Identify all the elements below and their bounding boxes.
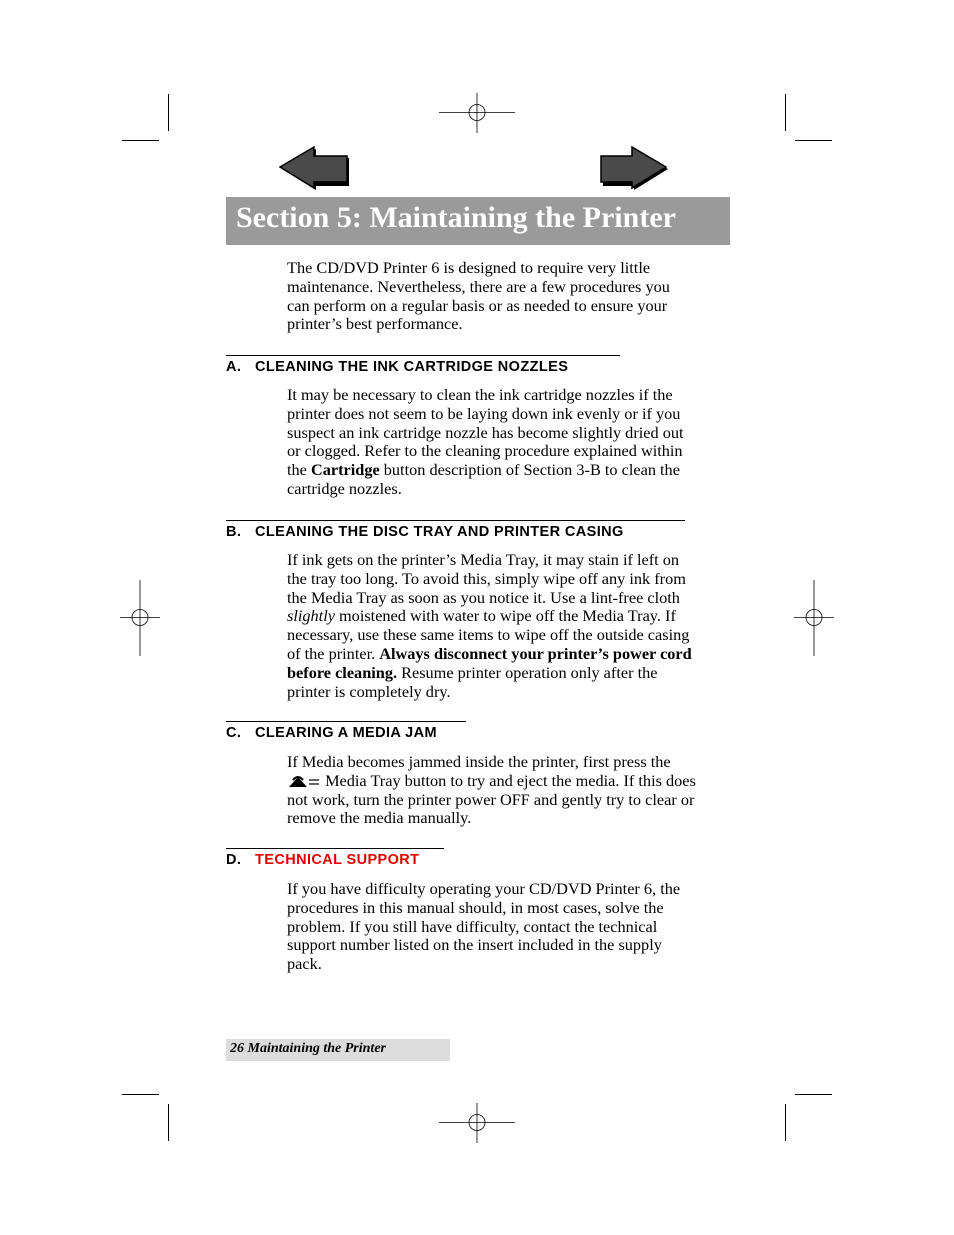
text-line: support number listed on the insert included in the supply [287, 935, 662, 955]
text-span: moistened with water to wipe off the Media Tray. If [334, 606, 676, 626]
section-b-heading [226, 520, 685, 540]
section-a-heading [226, 355, 620, 375]
text-line [287, 461, 732, 480]
crop-mark [168, 1104, 169, 1141]
crop-mark [168, 94, 169, 131]
section-heading-text: CLEANING THE INK CARTRIDGE NOZZLES [255, 359, 569, 375]
text-line: If you have difficulty operating your CD/DVD Printer 6, the [287, 879, 681, 898]
text-line: If Media becomes jammed inside the printer, first press the [287, 752, 671, 771]
section-letter: C. [226, 725, 242, 741]
intro-paragraph [287, 259, 732, 334]
text-span: Media Tray button to try and eject the media. If this does [321, 770, 696, 790]
section-d-paragraph [287, 880, 732, 974]
registration-mark-icon [437, 1103, 517, 1143]
text-span: slightly [287, 606, 335, 626]
text-line [287, 664, 732, 683]
section-b-paragraph [287, 551, 732, 701]
crop-mark [785, 94, 786, 131]
text-line: suspect an ink cartridge nozzle has become slightly dried out [287, 422, 684, 442]
section-title-bar [226, 197, 730, 245]
crop-mark [795, 140, 832, 141]
page-title: Section 5: Maintaining the Printer [236, 201, 676, 234]
technical-support-link[interactable]: TECHNICAL SUPPORT [255, 852, 420, 868]
right-arrow-icon[interactable] [598, 146, 672, 192]
text-line: If ink gets on the printer’s Media Tray, it may stain if left on [287, 550, 680, 569]
section-heading-text: CLEARING A MEDIA JAM [255, 725, 437, 741]
crop-mark [122, 140, 159, 141]
crop-mark [122, 1094, 159, 1095]
section-c-paragraph [287, 753, 732, 828]
text-line: cartridge nozzles. [287, 478, 402, 498]
text-line: printer is completely dry. [287, 681, 451, 701]
text-line: the tray too long. To avoid this, simply wipe off any ink from [287, 568, 686, 588]
text-line: the Media Tray as soon as you notice it. Use a lint-free cloth [287, 587, 680, 607]
text-line: problem. If you still have difficulty, contact the technical [287, 916, 658, 936]
text-span: the [287, 460, 311, 480]
cartridge-button-reference: Cartridge [310, 460, 380, 480]
text-line [287, 772, 732, 791]
crop-mark [785, 1104, 786, 1141]
crop-mark [795, 1094, 832, 1095]
section-heading-text: CLEANING THE DISC TRAY AND PRINTER CASING [255, 524, 624, 540]
section-c-heading [226, 721, 466, 741]
text-line: It may be necessary to clean the ink cartridge nozzles if the [287, 385, 673, 404]
section-letter: D. [226, 852, 242, 868]
text-line: or clogged. Refer to the cleaning procedure explained within [287, 441, 683, 461]
section-a-paragraph [287, 386, 732, 499]
text-span: Resume printer operation only after the [397, 662, 658, 682]
text-line: maintenance. Nevertheless, there are a few procedures you [287, 276, 670, 296]
text-line: not work, turn the printer power OFF and gently try to clear or [287, 789, 695, 809]
text-line: procedures in this manual should, in most cases, solve the [287, 897, 664, 917]
left-arrow-icon[interactable] [278, 146, 352, 192]
page-footer [226, 1039, 450, 1061]
text-line: remove the media manually. [287, 808, 472, 828]
text-line [287, 645, 732, 664]
text-line [287, 607, 732, 626]
text-line: pack. [287, 954, 322, 974]
text-line: printer does not seem to be laying down ink evenly or if you [287, 403, 681, 423]
registration-mark-icon [120, 580, 160, 656]
registration-mark-icon [437, 93, 517, 133]
text-line: necessary, use these same items to wipe off the outside casing [287, 625, 690, 645]
section-letter: A. [226, 359, 242, 375]
text-line: printer’s best performance. [287, 314, 463, 334]
text-line: The CD/DVD Printer 6 is designed to require very little [287, 258, 651, 277]
text-span: of the printer. [287, 643, 380, 663]
registration-mark-icon [794, 580, 834, 656]
warning-text: Always disconnect your printer’s power cord [379, 643, 692, 663]
eject-icon [287, 774, 321, 790]
warning-text: before cleaning. [287, 662, 398, 682]
text-line: can perform on a regular basis or as needed to ensure your [287, 295, 668, 315]
section-letter: B. [226, 524, 242, 540]
section-d-heading [226, 848, 444, 868]
text-span: button description of Section 3-B to clean the [379, 460, 680, 480]
page-number-label: 26 Maintaining the Printer [230, 1041, 386, 1056]
